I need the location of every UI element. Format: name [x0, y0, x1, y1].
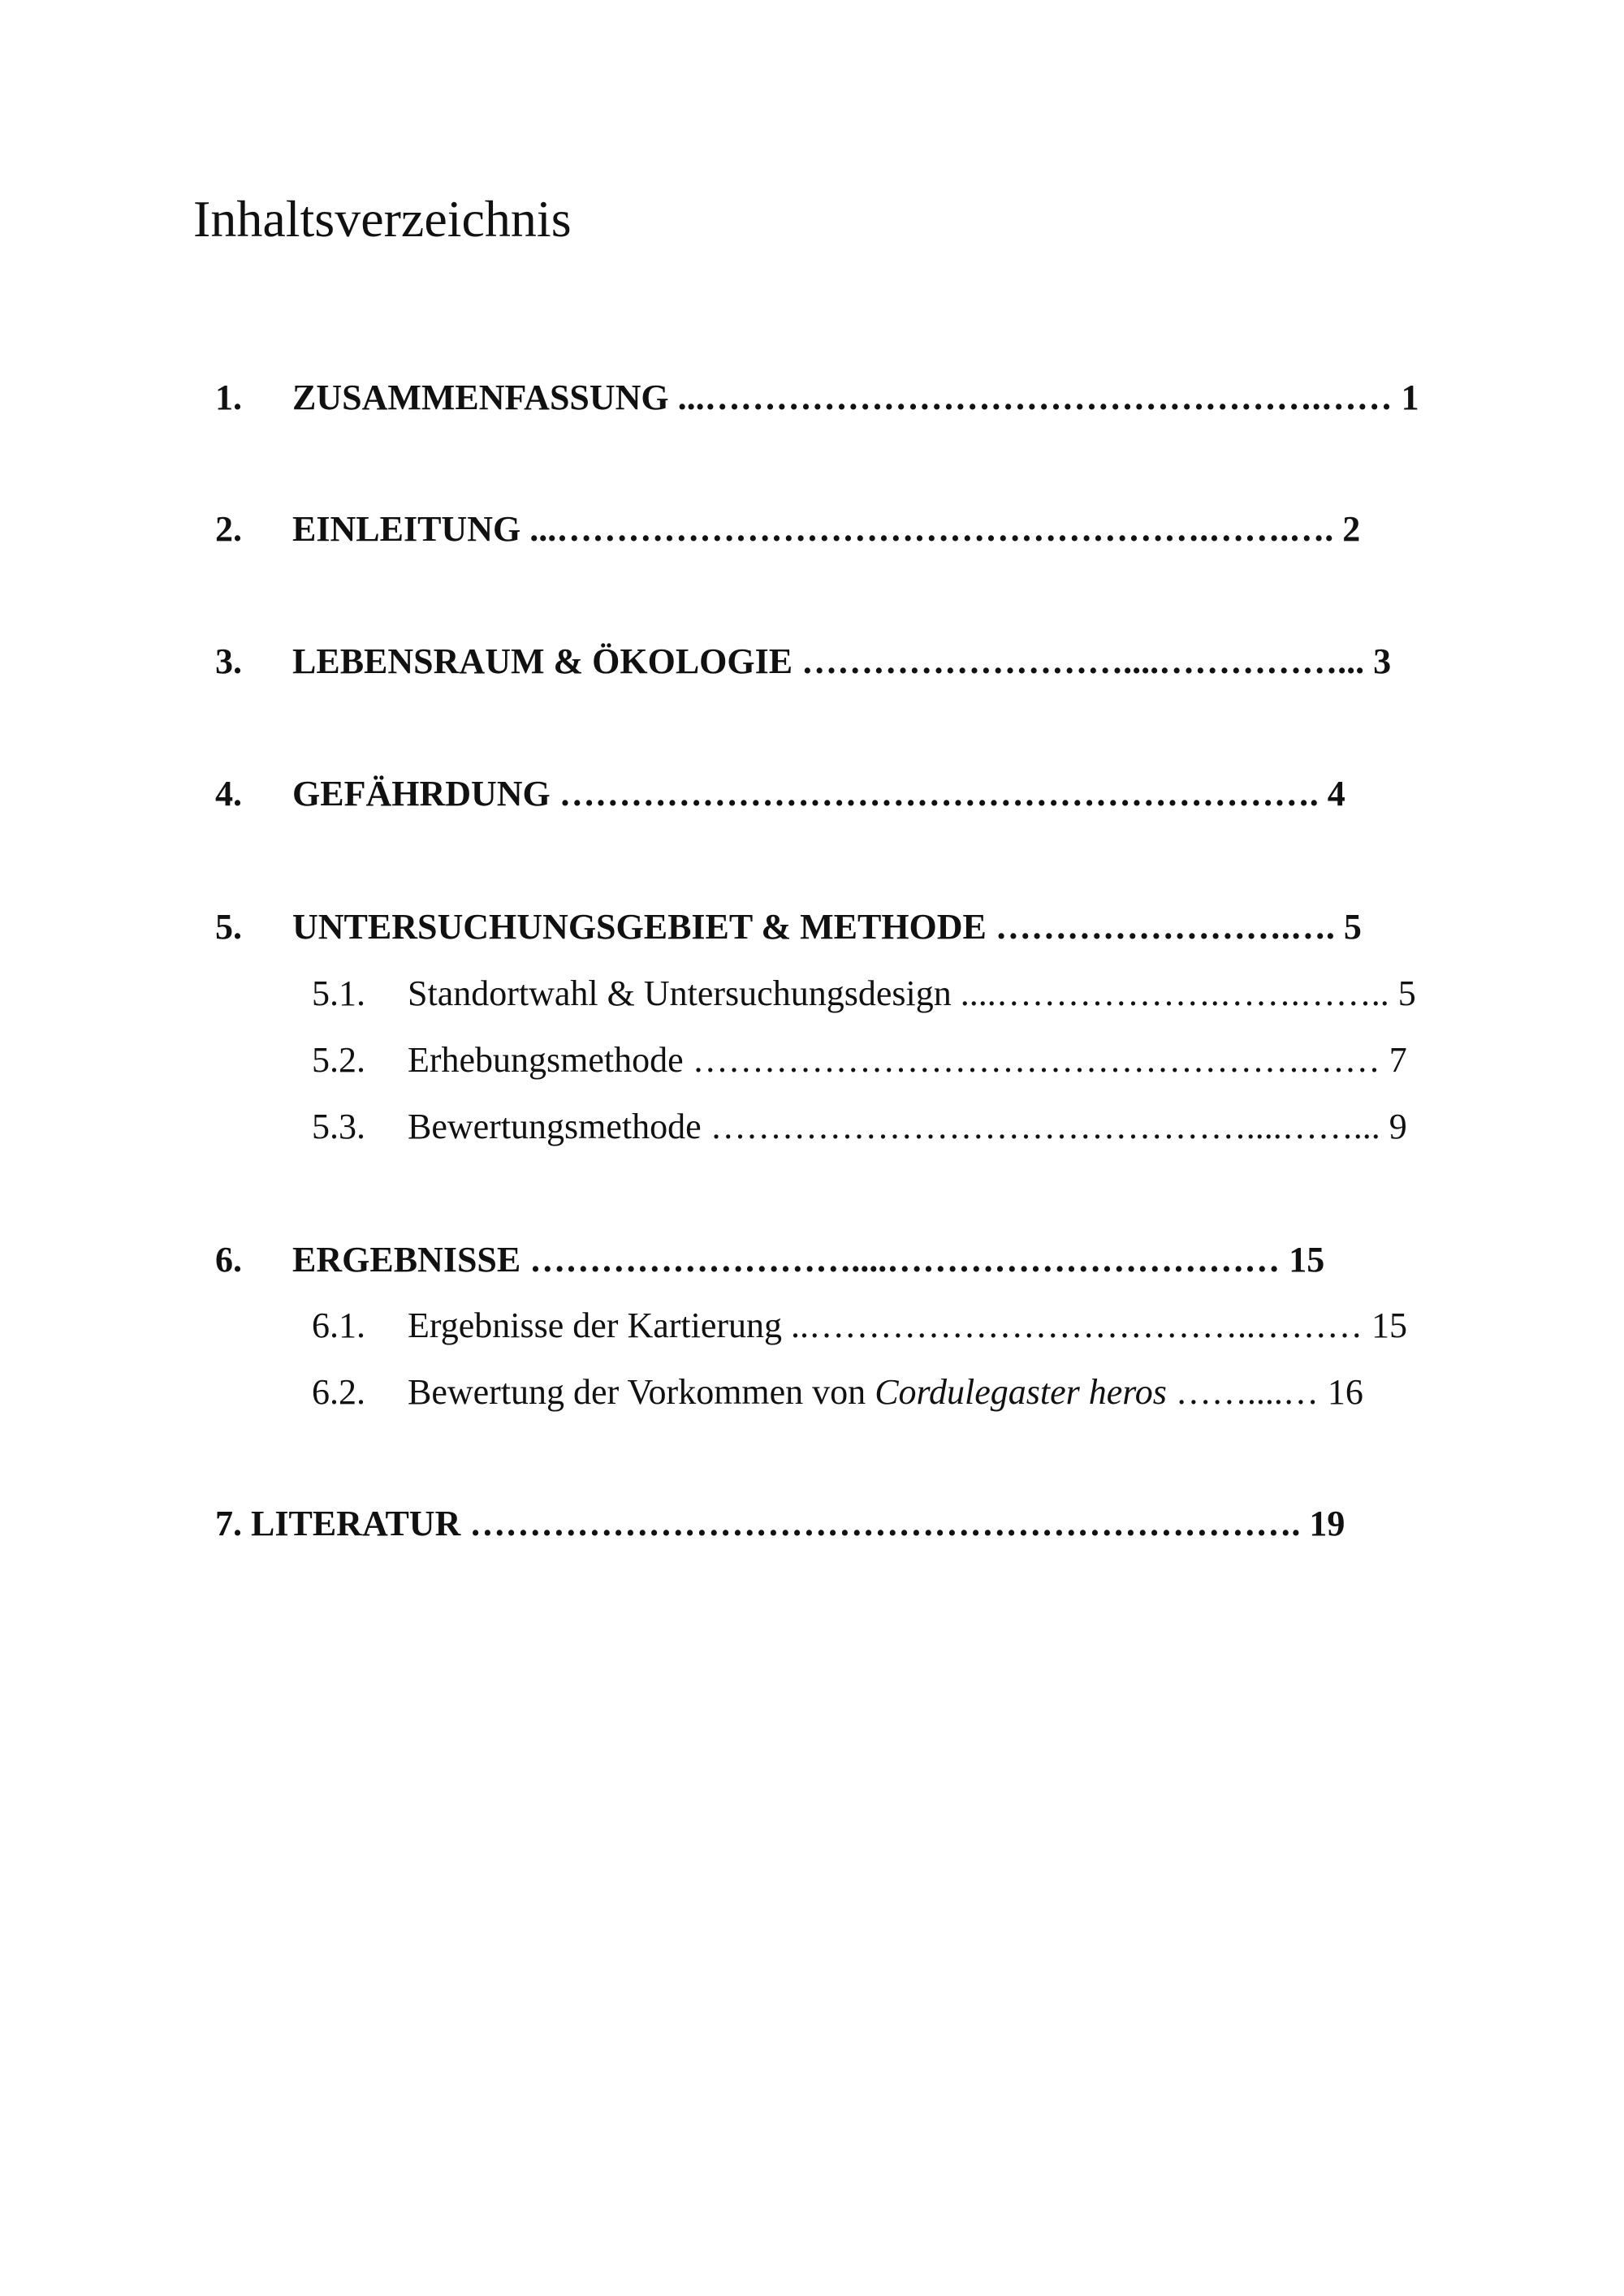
toc-entry-5-1[interactable] [312, 973, 1449, 1016]
toc-entry-5-2[interactable] [312, 1042, 1449, 1083]
toc-entry-number: 6.1. [312, 1306, 365, 1345]
toc-entry-5[interactable] [215, 909, 1433, 950]
toc-entry-text: 7. LITERATUR ……………………………………………………………. 19 [215, 1504, 1345, 1543]
toc-entry-2[interactable] [215, 511, 1433, 552]
toc-entry-5-3[interactable] [312, 1109, 1449, 1150]
toc-entry-3[interactable] [215, 641, 1433, 684]
toc-entry-number: 5.1. [312, 973, 365, 1013]
toc-entry-number: 5.2. [312, 1040, 365, 1080]
toc-entry-1[interactable] [215, 380, 1433, 421]
toc-title: Inhaltsverzeichnis [193, 190, 572, 248]
toc-entry-number: 1. [215, 378, 242, 417]
toc-entry-text-part: ……....… 16 [1166, 1372, 1363, 1412]
toc-entry-text: UNTERSUCHUNGSGEBIET & METHODE …………………….…. 5 [292, 907, 1362, 947]
toc-entry-text [408, 1372, 1363, 1412]
toc-entry-text: Bewertungsmethode ………………………………………....……... 9 [408, 1107, 1407, 1146]
toc-entry-text: Ergebnisse der Kartierung ..………………………………..……… 15 [408, 1306, 1408, 1345]
toc-entry-number: 2. [215, 509, 242, 549]
species-name: Cordulegaster heros [875, 1372, 1167, 1412]
toc-entry-text-part: Bewertung der Vorkommen von [408, 1372, 875, 1412]
toc-entry-text: GEFÄHRDUNG ………………………………………………………. 4 [292, 774, 1345, 814]
toc-entry-7[interactable] [215, 1506, 1433, 1547]
toc-entry-text: ZUSAMMENFASSUNG ...…………………………………………….…… 1 [292, 378, 1419, 417]
toc-entry-4[interactable] [215, 776, 1433, 817]
toc-entry-text: Standortwahl & Untersuchungsdesign ....……………….…….…….. 5 [408, 973, 1416, 1013]
toc-entry-number: 5. [215, 907, 242, 947]
toc-entry-6-1[interactable] [312, 1308, 1449, 1349]
toc-entry-number: 4. [215, 774, 242, 814]
toc-entry-text: EINLEITUNG ...……………………………………………….…….…. 2 [292, 509, 1361, 549]
toc-entry-text: LEBENSRAUM & ÖKOLOGIE ………………………....……………... 3 [292, 641, 1392, 681]
toc-entry-6-2[interactable] [312, 1372, 1449, 1415]
toc-entry-number: 5.3. [312, 1107, 365, 1146]
toc-entry-number: 6. [215, 1240, 242, 1280]
toc-entry-6[interactable] [215, 1242, 1433, 1283]
toc-entry-number: 6.2. [312, 1372, 365, 1412]
toc-entry-number: 3. [215, 641, 242, 681]
toc-entry-text: Erhebungsmethode …………………………………………….…… 7 [408, 1040, 1407, 1080]
toc-entry-text: ERGEBNISSE ………………………....…………………………… 15 [292, 1240, 1325, 1280]
